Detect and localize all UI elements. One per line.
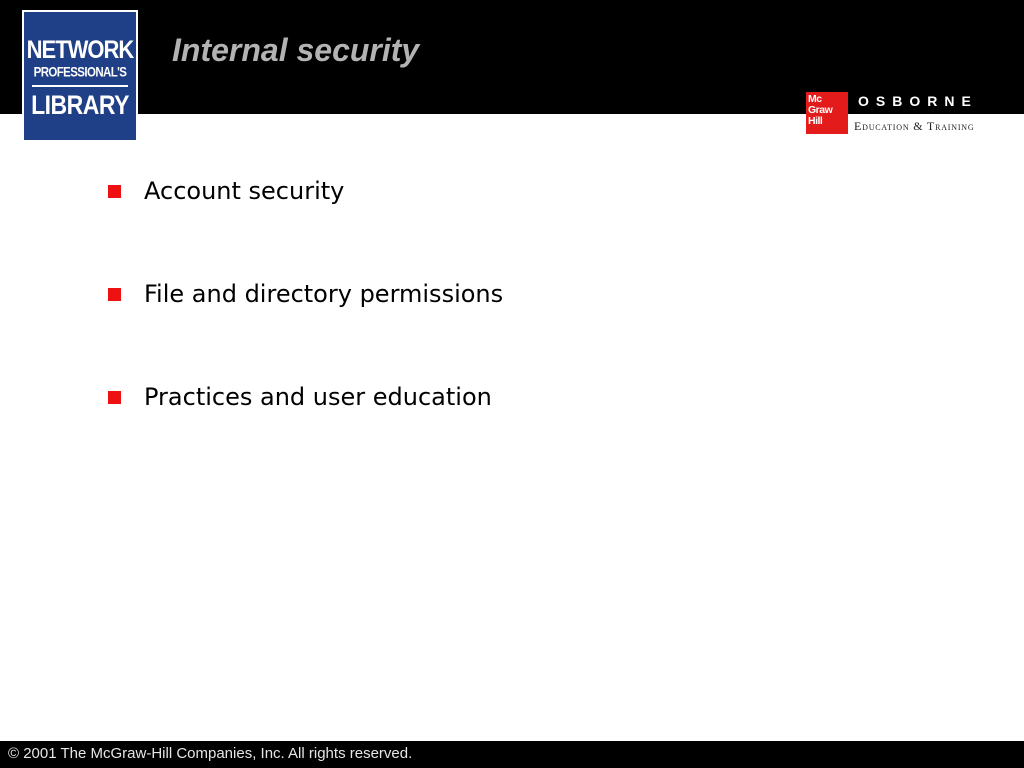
logo-divider — [32, 85, 128, 87]
bullet-item — [108, 172, 503, 275]
square-bullet-icon — [108, 288, 121, 301]
mark-line-hill: Hill — [808, 115, 823, 127]
slide-title: Internal security — [172, 32, 420, 68]
bullet-text: Account security — [144, 177, 345, 205]
logo-line-professionals: PROFESSIONAL'S — [33, 65, 127, 81]
copyright-notice: © 2001 The McGraw-Hill Companies, Inc. All rights reserved. — [8, 745, 413, 762]
square-bullet-icon — [108, 185, 121, 198]
bullet-text: Practices and user education — [144, 383, 492, 411]
bullet-list — [108, 172, 503, 481]
mark-line-graw: Graw — [808, 104, 833, 116]
footer-band — [0, 741, 1024, 768]
osborne-wordmark: OSBORNE — [854, 91, 1016, 111]
bullet-item — [108, 378, 503, 481]
logo-line-library: LIBRARY — [31, 90, 129, 120]
bullet-text: File and directory permissions — [144, 280, 504, 308]
square-bullet-icon — [108, 391, 121, 404]
mcgraw-hill-mark — [806, 92, 848, 134]
logo-line-network: NETWORK — [26, 35, 134, 64]
bullet-item — [108, 275, 503, 378]
mcgraw-hill-osborne-logo — [806, 92, 1018, 136]
network-professionals-library-logo — [22, 10, 138, 142]
mark-line-mc: Mc — [808, 93, 822, 105]
osborne-tagline: Education & Training — [854, 119, 975, 133]
